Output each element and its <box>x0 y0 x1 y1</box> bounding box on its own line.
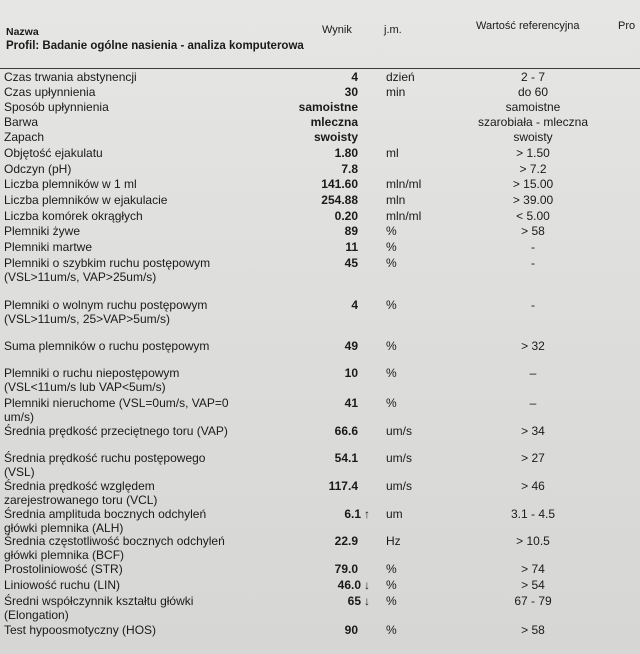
result-value <box>268 224 358 238</box>
column-header-unit: j.m. <box>384 24 402 36</box>
reference-range: > 15.00 <box>512 177 554 191</box>
reference-range: > 7.2 <box>519 162 547 176</box>
unit-value: % <box>386 240 397 254</box>
result-value <box>268 162 358 176</box>
result-number: 54.1 <box>334 451 358 465</box>
reference-range: – <box>529 396 537 410</box>
unit-value: % <box>386 224 397 238</box>
parameter-name: Czas trwania abstynencji <box>4 70 137 84</box>
result-number: 0.20 <box>334 209 358 223</box>
parameter-name: Liczba plemników w 1 ml <box>4 177 137 191</box>
unit-value: ml <box>386 146 399 160</box>
result-value <box>268 209 358 223</box>
unit-value: % <box>386 396 397 410</box>
result-value <box>268 623 358 637</box>
unit-value: % <box>386 562 397 576</box>
parameter-name: Liczba komórek okrągłych <box>4 209 143 223</box>
reference-range: > 54 <box>521 578 545 592</box>
reference-range: > 58 <box>521 224 545 238</box>
result-number: 90 <box>344 623 358 637</box>
parameter-name: Prostoliniowość (STR) <box>4 562 123 576</box>
unit-value: um/s <box>386 479 413 493</box>
parameter-name: Średnia prędkość przeciętnego toru (VAP) <box>4 424 228 438</box>
result-value <box>268 85 358 99</box>
result-number: 49 <box>344 339 358 353</box>
result-number: 22.9 <box>334 534 358 548</box>
result-value <box>268 240 358 254</box>
result-value <box>280 507 370 521</box>
parameter-name: Objętość ejakulatu <box>4 146 103 160</box>
parameter-name: Test hypoosmotyczny (HOS) <box>4 623 157 637</box>
unit-value: min <box>386 85 406 99</box>
parameter-name: Odczyn (pH) <box>4 162 72 176</box>
parameter-name: Liniowość ruchu (LIN) <box>4 578 121 592</box>
reference-range: - <box>531 298 535 312</box>
arrow-down-icon: ↓ <box>364 594 370 608</box>
unit-value: Hz <box>386 534 401 548</box>
result-value <box>268 130 358 144</box>
parameter-name: Czas upłynnienia <box>4 85 96 99</box>
unit-value: % <box>386 594 397 608</box>
result-number: 254.88 <box>321 193 358 207</box>
reference-range: > 74 <box>521 562 545 576</box>
unit-value: dzień <box>386 70 415 84</box>
reference-range: - <box>531 256 535 270</box>
parameter-name: Średni współczynnik kształtu główki (Elongation) <box>4 594 194 622</box>
column-header-result: Wynik <box>322 24 352 36</box>
reference-range: > 10.5 <box>516 534 550 548</box>
result-number: 11 <box>345 240 358 254</box>
result-number: 65 <box>347 594 361 608</box>
unit-value: % <box>386 623 397 637</box>
result-number: 6.1 <box>344 507 361 521</box>
reference-range: > 32 <box>521 339 545 353</box>
result-number: 117.4 <box>328 479 358 493</box>
result-number: 45 <box>344 256 358 270</box>
unit-value: % <box>386 578 397 592</box>
result-value <box>268 193 358 207</box>
result-value <box>268 339 358 353</box>
result-number: 41 <box>344 396 358 410</box>
unit-value: % <box>386 339 397 353</box>
reference-range: 2 - 7 <box>520 70 545 84</box>
parameter-name: Średnia prędkość względem zarejestrowanego toru (VCL) <box>4 479 158 507</box>
parameter-name: Plemniki martwe <box>4 240 93 254</box>
result-value <box>268 562 358 576</box>
parameter-name: Plemniki żywe <box>4 224 81 238</box>
unit-value: mln/ml <box>386 209 422 223</box>
result-value <box>268 100 358 114</box>
unit-value: um/s <box>386 424 413 438</box>
result-value <box>268 256 358 270</box>
reference-range: – <box>529 366 537 380</box>
unit-value: mln/ml <box>386 177 422 191</box>
result-value <box>268 115 358 129</box>
unit-value: % <box>386 298 397 312</box>
unit-value: % <box>386 366 397 380</box>
result-number: 4 <box>351 298 358 312</box>
unit-value: % <box>386 256 397 270</box>
result-value <box>280 578 370 592</box>
reference-range: > 39.00 <box>512 193 554 207</box>
result-number: samoistne <box>298 100 358 114</box>
result-number: 79.0 <box>334 562 358 576</box>
unit-value: um/s <box>386 451 413 465</box>
column-header-name: Nazwa <box>6 26 39 38</box>
result-number: 4 <box>351 70 358 84</box>
reference-range: do 60 <box>517 85 549 99</box>
reference-range: < 5.00 <box>516 209 550 223</box>
result-number: 1.80 <box>334 146 358 160</box>
arrow-up-icon: ↑ <box>364 507 370 521</box>
arrow-down-icon: ↓ <box>364 578 370 592</box>
result-value <box>268 534 358 548</box>
result-number: 89 <box>344 224 358 238</box>
parameter-name: Zapach <box>4 130 45 144</box>
parameter-name: Średnia prędkość ruchu postępowego (VSL) <box>4 451 206 479</box>
parameter-name: Plemniki o wolnym ruchu postępowym (VSL>11um/s, 25>VAP>5um/s) <box>4 298 208 326</box>
unit-value: mln <box>386 193 406 207</box>
result-number: 46.0 <box>337 578 361 592</box>
result-number: 30 <box>344 85 358 99</box>
parameter-name: Plemniki nieruchome (VSL=0um/s, VAP=0 um/s) <box>4 396 229 424</box>
parameter-name: Liczba plemników w ejakulacie <box>4 193 168 207</box>
result-value <box>268 424 358 438</box>
parameter-name: Średnia amplituda bocznych odchyleń główki plemnika (ALH) <box>4 507 207 535</box>
result-value <box>268 146 358 160</box>
column-header-reference: Wartość referencyjna <box>476 20 580 32</box>
reference-range: 67 - 79 <box>514 594 552 608</box>
result-value <box>268 177 358 191</box>
reference-range: szarobiała - mleczna <box>477 115 589 129</box>
parameter-name: Plemniki o szybkim ruchu postępowym (VSL>11um/s, VAP>25um/s) <box>4 256 211 284</box>
result-value <box>268 479 358 493</box>
result-value <box>268 366 358 380</box>
result-number: 66.6 <box>334 424 358 438</box>
result-number: swoisty <box>313 130 358 144</box>
result-value <box>268 396 358 410</box>
reference-range: swoisty <box>513 130 553 144</box>
parameter-name: Plemniki o ruchu niepostępowym (VSL<11um/s lub VAP<5um/s) <box>4 366 180 394</box>
parameter-name: Barwa <box>4 115 39 129</box>
parameter-name: Sposób upłynnienia <box>4 100 109 114</box>
parameter-name: Suma plemników o ruchu postępowym <box>4 339 210 353</box>
profile-title: Profil: Badanie ogólne nasienia - analiza komputerowa <box>6 40 304 52</box>
reference-range: > 34 <box>521 424 545 438</box>
header-divider <box>0 68 640 69</box>
result-value <box>268 298 358 312</box>
column-header-pro: Pro <box>618 20 636 32</box>
reference-range: > 58 <box>521 623 545 637</box>
parameter-name: Średnia częstotliwość bocznych odchyleń główki plemnika (BCF) <box>4 534 225 562</box>
result-value <box>268 70 358 84</box>
unit-value: um <box>386 507 403 521</box>
result-value <box>280 594 370 608</box>
reference-range: 3.1 - 4.5 <box>510 507 556 521</box>
result-number: mleczna <box>310 115 358 129</box>
result-number: 7.8 <box>341 162 358 176</box>
result-number: 10 <box>344 366 358 380</box>
reference-range: - <box>531 240 535 254</box>
reference-range: > 46 <box>521 479 545 493</box>
reference-range: > 1.50 <box>516 146 550 160</box>
result-number: 141.60 <box>321 177 358 191</box>
reference-range: samoistne <box>505 100 561 114</box>
result-value <box>268 451 358 465</box>
reference-range: > 27 <box>521 451 545 465</box>
